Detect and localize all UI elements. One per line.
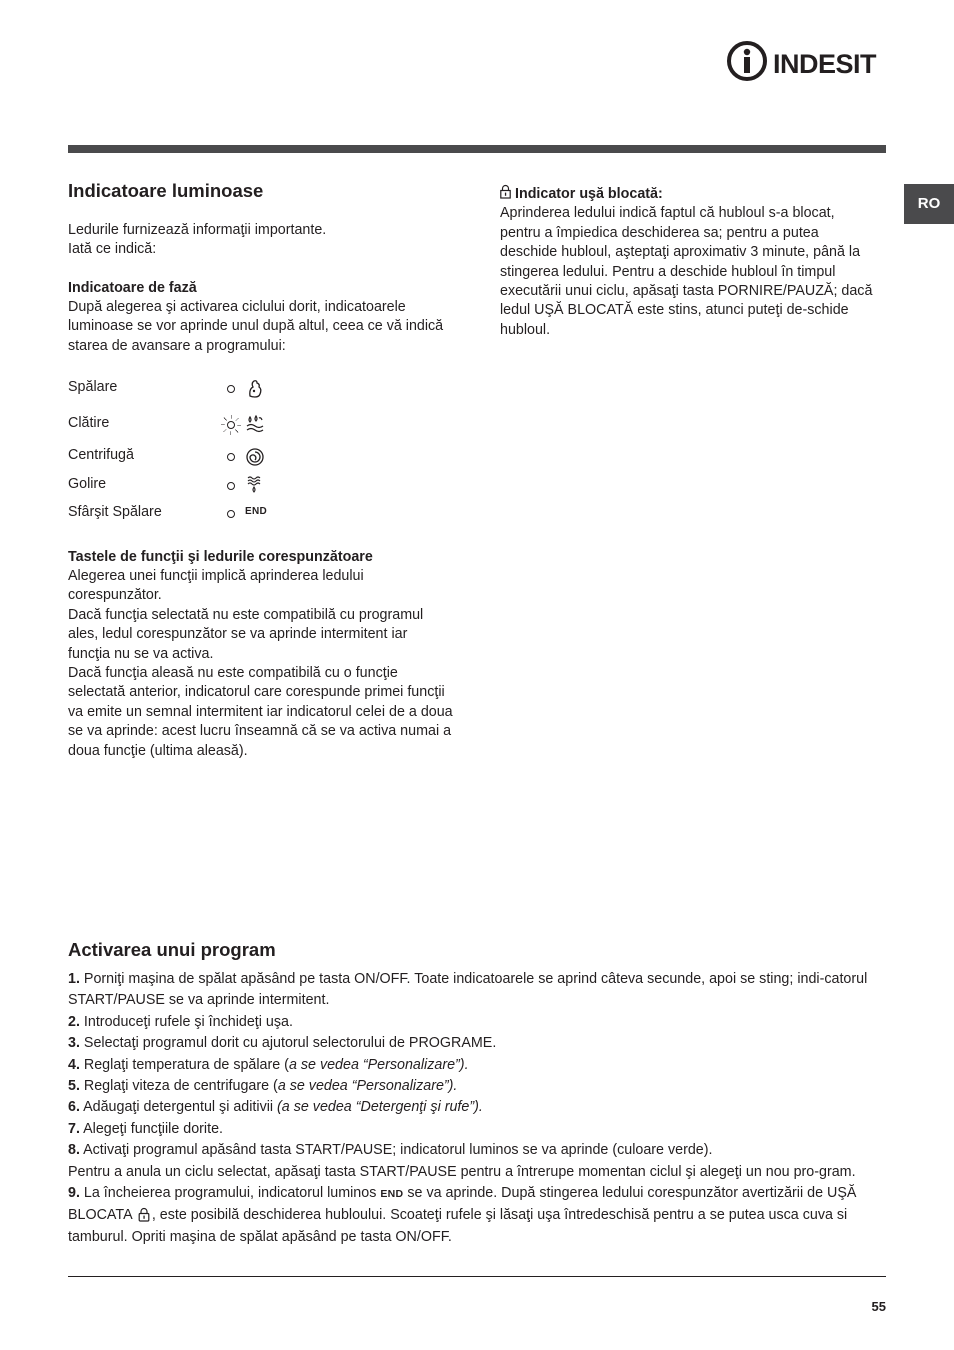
led-indicator bbox=[227, 482, 235, 490]
led-indicator bbox=[227, 385, 235, 393]
phase-row-spin bbox=[68, 446, 288, 468]
cancel-note: Pentru a anula un ciclu selectat, apăsaţi tasta START/PAUSE pentru a întrerupe momentan ciclul şi alegeţi un nou pro-gram. bbox=[68, 1163, 856, 1180]
phase-row-rinse bbox=[68, 414, 288, 436]
phase-row-wash bbox=[68, 378, 288, 400]
drain-icon bbox=[244, 474, 266, 496]
header-rule bbox=[68, 145, 886, 153]
phase-text: După alegerea şi activarea ciclului dorit, indicatoarele luminoase se vor aprinde unul după altul, ceea ce vă indică starea de avansare a programului: bbox=[68, 299, 444, 354]
phase-row-end bbox=[68, 503, 288, 525]
step-4: 4. Reglaţi temperatura de spălare (a se vedea “Personalizare”). bbox=[68, 1056, 469, 1073]
phase-heading: Indicatoare de fază bbox=[68, 280, 197, 296]
led-indicator bbox=[227, 510, 235, 518]
led-indicator bbox=[227, 453, 235, 461]
phase-row-drain bbox=[68, 475, 288, 497]
led-indicator-blinking bbox=[227, 421, 235, 429]
step-6: 6. Adăugaţi detergentul şi aditivii (a se vedea “Detergenţi şi rufe”). bbox=[68, 1099, 483, 1116]
spin-icon bbox=[244, 445, 266, 467]
step-3: 3. Selectaţi programul dorit cu ajutorul selectorului de PROGRAME. bbox=[68, 1035, 497, 1052]
lock-text: Aprinderea ledului indică faptul că hubloul s-a blocat, pentru a împiedica deschiderea sa; pentru a putea deschide hubloul, aşteptaţi aproximativ 3 minute, până la stingerea ledului. Pentru a deschide hubloul în timpul executării unui ciclu, apăsaţi tasta PORNIRE/PAUZĂ; dacă ledul UŞĂ BLOCATĂ este stins, atunci puteţi de-schide hubloul. bbox=[500, 205, 873, 338]
program-steps bbox=[68, 969, 886, 1248]
section-title-indicators: Indicatoare luminoase bbox=[68, 180, 264, 201]
phase-label: Sfârşit Spălare bbox=[68, 504, 162, 520]
functions-paragraph-1: Alegerea unei funcţii implică aprinderea ledului corespunzător. bbox=[68, 568, 364, 604]
wash-icon bbox=[244, 377, 266, 399]
intro-line-2: Iată ce indică: bbox=[68, 241, 157, 257]
phase-label: Spălare bbox=[68, 379, 118, 395]
intro-line-1: Ledurile furnizează informaţii importante. bbox=[68, 222, 327, 238]
step-5: 5. Reglaţi viteza de centrifugare (a se vedea “Personalizare”). bbox=[68, 1078, 458, 1095]
end-icon: END bbox=[380, 1188, 404, 1201]
phase-label: Clătire bbox=[68, 415, 110, 431]
language-tab: RO bbox=[904, 184, 954, 224]
section-title-activation: Activarea unui program bbox=[68, 939, 276, 960]
end-icon: END bbox=[245, 506, 268, 517]
lock-icon bbox=[138, 1207, 150, 1222]
lock-heading-line bbox=[500, 184, 885, 204]
lock-heading: Indicator uşă blocată: bbox=[514, 186, 663, 202]
functions-paragraph-3: Dacă funcţia aleasă nu este compatibilă cu o funcţie selectată anterior, indicatorul care corespunde primei funcţii va emite un semnal intermitent iar indicatorul celei de a doua se va aprinde: acest lucru înseamnă că se va activa numai a doua funcţie (ultima aleasă). bbox=[68, 665, 453, 759]
indesit-logo bbox=[726, 40, 888, 84]
step-2: 2. Introduceţi rufele şi închideţi uşa. bbox=[68, 1013, 293, 1030]
functions-heading: Tastele de funcţii şi ledurile corespunzătoare bbox=[68, 549, 373, 565]
page-number: 55 bbox=[871, 1299, 886, 1314]
rinse-icon bbox=[244, 413, 266, 435]
phase-label: Centrifugă bbox=[68, 447, 134, 463]
lock-icon bbox=[500, 184, 511, 199]
footer-rule bbox=[68, 1276, 886, 1277]
step-7: 7. Alegeţi funcţiile dorite. bbox=[68, 1120, 223, 1137]
phase-label: Golire bbox=[68, 476, 107, 492]
functions-paragraph-2: Dacă funcţia selectată nu este compatibilă cu programul ales, ledul corespunzător se va aprinde intermitent iar funcţia nu se va activa. bbox=[68, 607, 424, 662]
step-9: 9. La încheierea programului, indicatorul luminos END se va aprinde. După stingerea ledului corespunzător avertizării de UŞĂ BLOCATA , este posibilă deschiderea hubloului. Scoateţi rufele şi lăsaţi uşa întredeschisă pentru a se putea usca cuva si tamburul. Opriti maşina de spălat apăsând pe tasta ON/OFF. bbox=[68, 1185, 857, 1245]
step-8: 8. Activaţi programul apăsând tasta START/PAUSE; indicatorul luminos se va aprinde (culoare verde). bbox=[68, 1142, 713, 1159]
lock-indicator-block bbox=[500, 184, 885, 340]
step-1: 1. Porniţi maşina de spălat apăsând pe tasta ON/OFF. Toate indicatoarele se aprind câteva secunde, apoi se sting; indi-catorul START/PAUSE se va aprinde intermitent. bbox=[68, 971, 868, 1009]
brand-text: INDESIT bbox=[773, 49, 877, 79]
